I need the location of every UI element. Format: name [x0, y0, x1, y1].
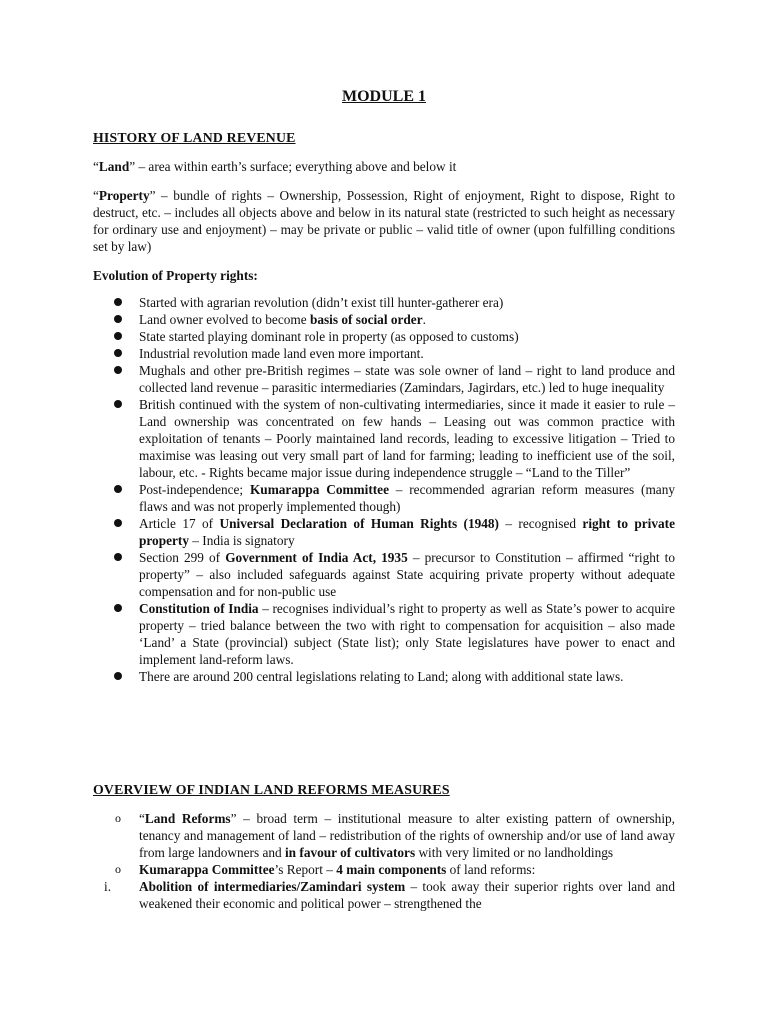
- evolution-bullet-list: [93, 294, 675, 685]
- term-property: Property: [98, 188, 150, 203]
- circle-bullet-icon: o: [115, 811, 121, 825]
- list-item: i. Abolition of intermediaries/Zamindari system – took away their superior rights over land and weakened their economic and political power – strengthened the: [104, 879, 675, 911]
- circle-bullet-icon: o: [115, 862, 121, 876]
- roman-numeral-marker: i.: [104, 879, 112, 894]
- bullet-icon: [114, 332, 122, 340]
- bullet-icon: [114, 672, 122, 680]
- property-definition: [93, 187, 675, 255]
- land-text: ” – area within earth’s surface; everything above and below it: [129, 159, 457, 174]
- section-heading-overview: OVERVIEW OF INDIAN LAND REFORMS MEASURES: [93, 782, 450, 797]
- bullet-icon: [114, 553, 122, 561]
- overview-list: [93, 810, 675, 912]
- list-item: Section 299 of Government of India Act, 1935 – precursor to Constitution – affirmed “right to property” – also included safeguards against State acquiring private property without adequate compensation and for non-public use: [93, 549, 675, 600]
- section-heading-history: HISTORY OF LAND REVENUE: [93, 130, 296, 145]
- property-text: ” – bundle of rights – Ownership, Possession, Right of enjoyment, Right to dispose, Right to destruct, etc. – includes all objects above and below in its natural state (restricted to such height as necessary for ordinary use and enjoyment) – may be private or public – valid title of owner (upon fulfilling conditions set by law): [93, 188, 675, 254]
- page-title: MODULE 1: [342, 88, 426, 105]
- bullet-icon: [114, 315, 122, 323]
- subheading-evolution: Evolution of Property rights:: [93, 268, 258, 283]
- list-item: Started with agrarian revolution (didn’t exist till hunter-gatherer era): [93, 294, 675, 311]
- list-item: Industrial revolution made land even more important.: [93, 345, 675, 362]
- bullet-icon: [114, 485, 122, 493]
- list-item: o “Land Reforms” – broad term – institutional measure to alter existing pattern of ownership, tenancy and management of land – redistribution of the rights of ownership and/or use of land away from large landowners and in favour of cultivators with very limited or no landholdings: [115, 811, 675, 860]
- list-item: Article 17 of Universal Declaration of Human Rights (1948) – recognised right to private property – India is signatory: [93, 515, 675, 549]
- bullet-icon: [114, 349, 122, 357]
- list-item: Post-independence; Kumarappa Committee – recommended agrarian reform measures (many flaws and was not properly implemented though): [93, 481, 675, 515]
- bullet-icon: [114, 298, 122, 306]
- bullet-icon: [114, 604, 122, 612]
- quote-open: “: [93, 159, 99, 174]
- list-item: British continued with the system of non-cultivating intermediaries, since it made it easier to rule –Land ownership was concentrated on few hands – Leasing out was common practice with exploitation of tenants – Poorly maintained land records, leading to excessive litigation – Tried to maximise was leasing out very small part of land for farming; leading to inefficient use of the soil, labour, etc. - Rights became major issue during independence struggle – “Land to the Tiller”: [93, 396, 675, 481]
- list-item: Constitution of India – recognises individual’s right to property as well as State’s power to acquire property – tried balance between the two with right to compensation for acquisition – also made ‘Land’ a State (provincial) subject (State list); only State legislatures have power to enact and implement land-reform laws.: [93, 600, 675, 668]
- term-land: Land: [98, 159, 130, 174]
- list-item: State started playing dominant role in property (as opposed to customs): [93, 328, 675, 345]
- bullet-icon: [114, 366, 122, 374]
- quote-open: “: [93, 188, 99, 203]
- bullet-icon: [114, 400, 122, 408]
- list-item: o Kumarappa Committee’s Report – 4 main components of land reforms:: [115, 862, 536, 877]
- list-item: Mughals and other pre-British regimes – state was sole owner of land – right to land produce and collected land revenue – parasitic intermediaries (Zamindars, Jagirdars, etc.) led to huge inequality: [93, 362, 675, 396]
- land-definition: [93, 158, 675, 175]
- bullet-icon: [114, 519, 122, 527]
- list-item: There are around 200 central legislations relating to Land; along with additional state laws.: [93, 668, 675, 685]
- list-item: Land owner evolved to become basis of social order.: [93, 311, 675, 328]
